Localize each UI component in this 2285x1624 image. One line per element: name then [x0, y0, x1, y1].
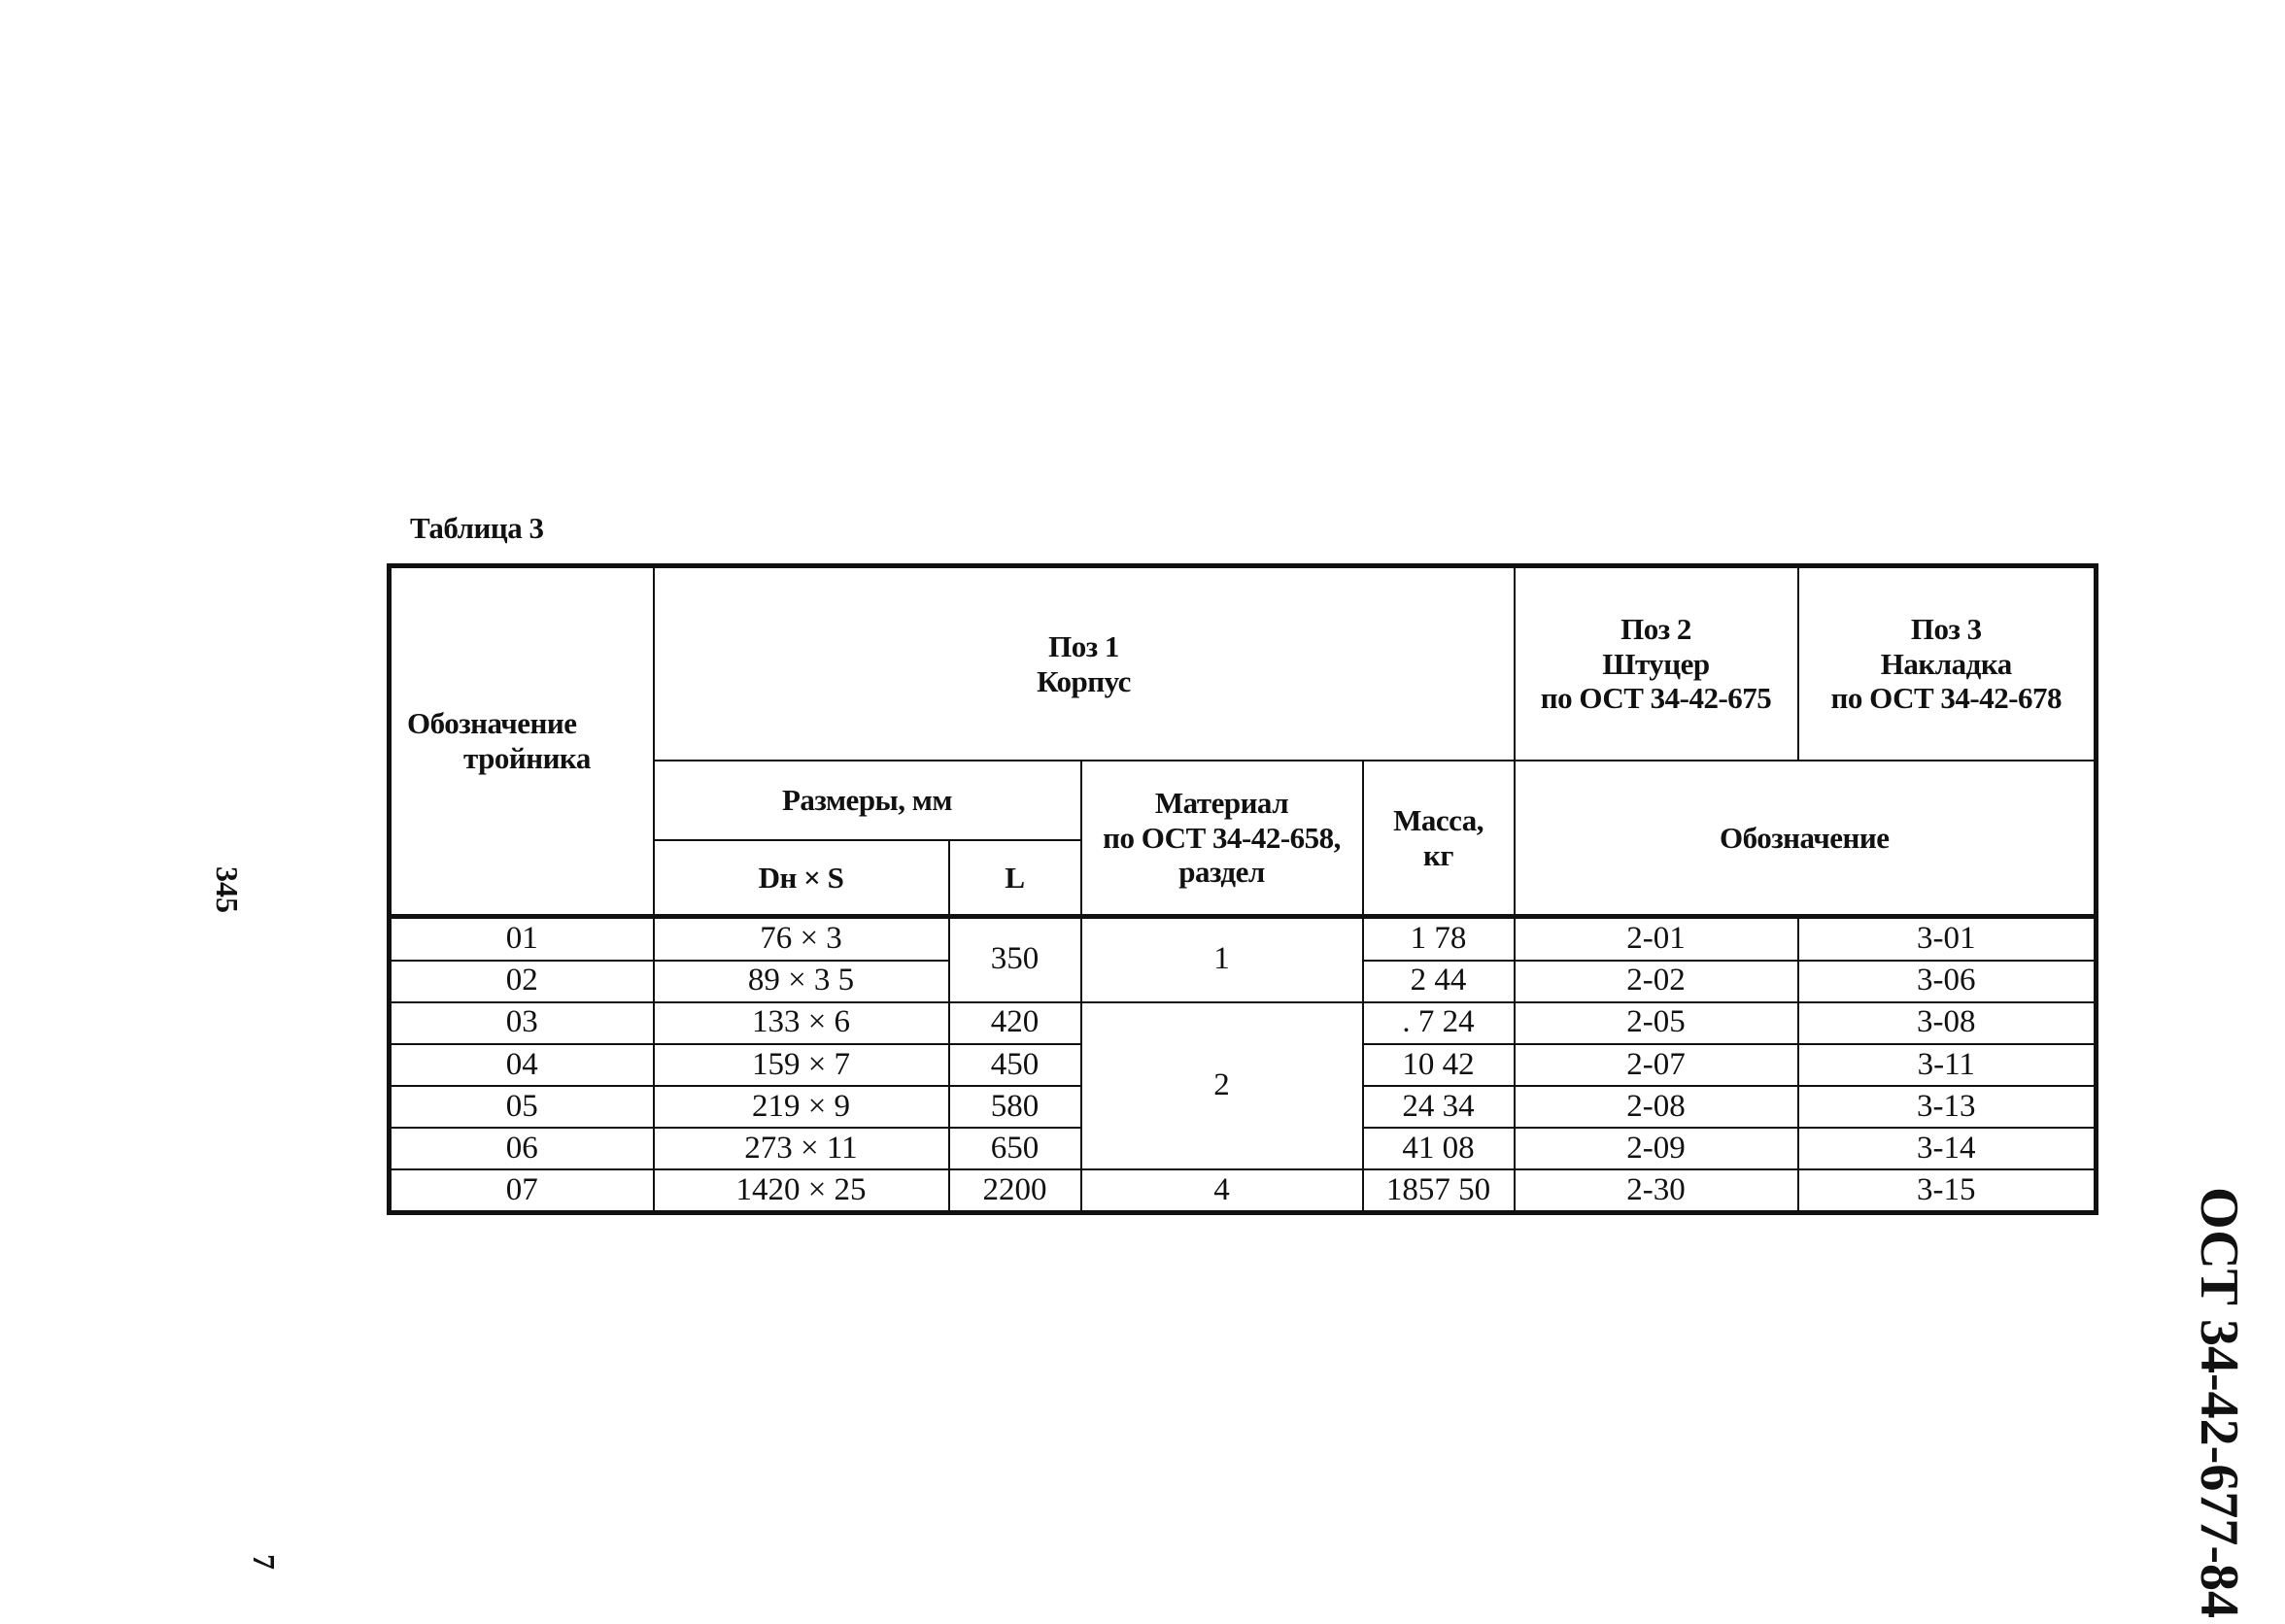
document-code: ОСТ 34-42-677-84: [2189, 1187, 2249, 1618]
row-mass: 24 34: [1363, 1086, 1515, 1128]
header-designation-sub: Обозначение: [1515, 761, 2097, 916]
side-page-number: 345: [210, 866, 245, 913]
row-dims: 133 × 6: [654, 1002, 949, 1044]
row-length: 650: [949, 1128, 1081, 1169]
row-dims: 1420 × 25: [654, 1169, 949, 1212]
table-caption: Таблица 3: [410, 511, 544, 545]
row-dims: 76 × 3: [654, 917, 949, 961]
row-poz3: 3-06: [1798, 961, 2097, 1002]
row-poz2: 2-08: [1515, 1086, 1798, 1128]
row-poz2: 2-05: [1515, 1002, 1798, 1044]
header-poz1: Поз 1 Корпус: [654, 566, 1515, 761]
row-material: 1: [1081, 917, 1363, 1002]
header-dn-s: Dн × S: [654, 840, 949, 916]
header-poz2: Поз 2 Штуцер по ОСТ 34-42-675: [1515, 566, 1798, 761]
row-dims: 273 × 11: [654, 1128, 949, 1169]
row-mass: 1 78: [1363, 917, 1515, 961]
table-row: [390, 1002, 2097, 1044]
row-length: 580: [949, 1086, 1081, 1128]
table-row: [390, 917, 2097, 961]
row-code: 01: [390, 917, 654, 961]
row-poz2: 2-02: [1515, 961, 1798, 1002]
row-dims: 89 × 3 5: [654, 961, 949, 1002]
side-small-number: 7: [247, 1554, 282, 1570]
row-length: 450: [949, 1044, 1081, 1086]
row-material: 2: [1081, 1002, 1363, 1170]
row-code: 06: [390, 1128, 654, 1169]
table-row: [390, 1169, 2097, 1212]
row-mass: 1857 50: [1363, 1169, 1515, 1212]
row-poz3: 3-11: [1798, 1044, 2097, 1086]
row-poz3: 3-15: [1798, 1169, 2097, 1212]
row-code: 03: [390, 1002, 654, 1044]
row-poz2: 2-30: [1515, 1169, 1798, 1212]
row-code: 05: [390, 1086, 654, 1128]
specification-table: [387, 563, 2098, 1215]
row-code: 04: [390, 1044, 654, 1086]
row-code: 02: [390, 961, 654, 1002]
row-poz3: 3-01: [1798, 917, 2097, 961]
row-poz3: 3-08: [1798, 1002, 2097, 1044]
header-poz3: Поз 3 Накладка по ОСТ 34-42-678: [1798, 566, 2097, 761]
row-dims: 159 × 7: [654, 1044, 949, 1086]
header-material: Материал по ОСТ 34-42-658, раздел: [1081, 761, 1363, 916]
header-sizes: Размеры, мм: [654, 761, 1081, 840]
row-mass: 10 42: [1363, 1044, 1515, 1086]
row-mass: 41 08: [1363, 1128, 1515, 1169]
header-row-1: [390, 566, 2097, 761]
header-designation: Обозначение тройника: [390, 566, 654, 917]
row-mass: 2 44: [1363, 961, 1515, 1002]
header-l: L: [949, 840, 1081, 916]
row-length: 350: [949, 917, 1081, 1002]
row-code: 07: [390, 1169, 654, 1212]
row-dims: 219 × 9: [654, 1086, 949, 1128]
row-length: 2200: [949, 1169, 1081, 1212]
row-material: 4: [1081, 1169, 1363, 1212]
row-poz2: 2-01: [1515, 917, 1798, 961]
row-poz2: 2-09: [1515, 1128, 1798, 1169]
row-length: 420: [949, 1002, 1081, 1044]
row-poz3: 3-14: [1798, 1128, 2097, 1169]
row-poz2: 2-07: [1515, 1044, 1798, 1086]
row-mass: . 7 24: [1363, 1002, 1515, 1044]
header-mass: Масса, кг: [1363, 761, 1515, 916]
row-poz3: 3-13: [1798, 1086, 2097, 1128]
